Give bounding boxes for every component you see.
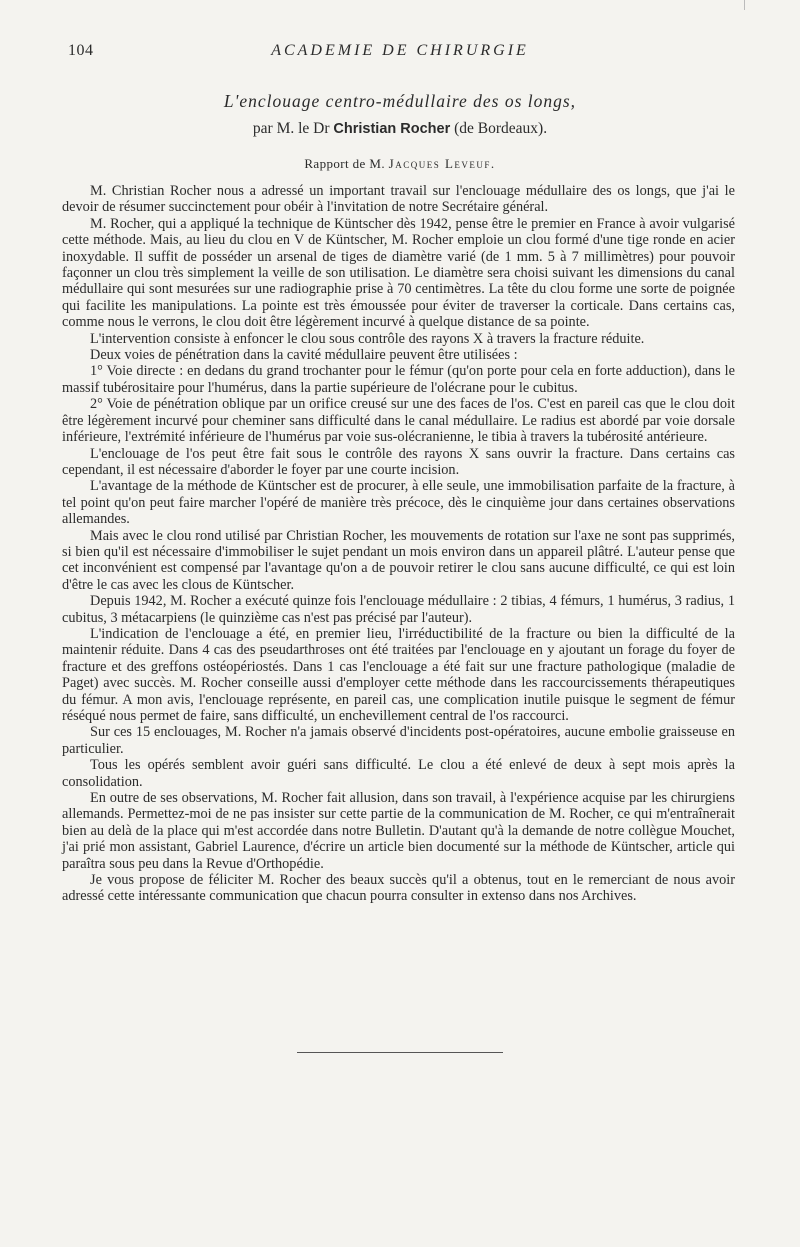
article-body [62,183,735,905]
paragraph: M. Christian Rocher nous a adressé un important travail sur l'enclouage médullaire des os longs, que j'ai le devoir de résumer succinctement pour obéir à l'invitation de notre Secrétaire général. [62,183,735,216]
paragraph: M. Rocher, qui a appliqué la technique de Küntscher dès 1942, pense être le premier en France à avoir vulgarisé cette méthode. Mais, au lieu du clou en V de Küntscher, M. Rocher emploie un clou formé d'une tige ronde en acier inoxydable. Il suffit de posséder un arsenal de tiges de diamètre varié (de 1 mm. 5 à 7 millimètres) pour pouvoir façonner un clou très simplement la veille de son utilisation. Le diamètre sera choisi suivant les dimensions du canal médullaire qui sont mesurées sur une radiographie prise à 70 centimètres. La tête du clou forme une sorte de poignée qui facilite les manipulations. La pointe est très émoussée pour éviter de traverser la corticale. Dans certains cas, comme nous le verrons, le clou doit être légèrement incurvé à quelque distance de sa pointe. [62,215,735,331]
paragraph: En outre de ses observations, M. Rocher fait allusion, dans son travail, à l'expérience acquise par les chirurgiens allemands. Permettez-moi de ne pas insister sur cette partie de la communication de M. Rocher, ce qui m'entraînerait bien au delà de la place qui m'est accordée dans notre Bulletin. D'autant qu'à la demande de notre collègue Mouchet, j'ai prié mon assistant, Gabriel Laurence, d'écrire un article bien documenté sur la méthode de Küntscher, article qui paraîtra sous peu dans la Revue d'Orthopédie. [62,790,735,872]
paragraph: L'enclouage de l'os peut être fait sous le contrôle des rayons X sans ouvrir la fracture. Dans certains cas cependant, il est nécessaire d'aborder le foyer par une courte incision. [62,445,735,478]
article-title: L'enclouage centro-médullaire des os longs, [223,91,577,111]
author-prefix: par M. le Dr [252,120,330,137]
paragraph: Tous les opérés semblent avoir guéri sans difficulté. Le clou a été enlevé de deux à sept mois après la consolidation. [62,757,735,790]
paragraph: 2° Voie de pénétration oblique par un orifice creusé sur une des faces de l'os. C'est en pareil cas que le clou doit être légèrement incurvé pour cheminer sans difficulté dans le canal médullaire. Le radius est abordé par voie dorsale inférieure, l'extrémité inférieure de l'humérus par voie sus-olécranienne, le tibia à travers la tubérosité antérieure. [62,396,735,446]
paragraph: Deux voies de pénétration dans la cavité médullaire peuvent être utilisées : [90,347,518,364]
paragraph: L'avantage de la méthode de Küntscher est de procurer, à elle seule, une immobilisation parfaite de la fracture, à tel point qu'on peut faire marcher l'opéré de manière très précoce, dès le cinquième jour dans certaines observations allemandes. [62,478,735,528]
title-block [60,90,740,172]
page-edge-mark [744,0,745,10]
paragraph: L'intervention consiste à enfoncer le clou sous contrôle des rayons X à travers la fracture réduite. [90,330,645,347]
author-suffix: (de Bordeaux). [454,120,548,137]
paragraph: Sur ces 15 enclouages, M. Rocher n'a jamais observé d'incidents post-opératoires, aucune embolie graisseuse en particulier. [62,724,735,757]
paragraph: Mais avec le clou rond utilisé par Christian Rocher, les mouvements de rotation sur l'axe ne sont pas supprimés, si bien qu'il est nécessaire d'immobiliser le sujet pendant un mois environ dans un appareil plâtré. L'auteur pense que cet inconvénient est compensé par l'avantage qu'on a de pouvoir retirer le clou sans aucune difficulté, ce qui est loin d'être le cas avec les clous de Küntscher. [62,527,735,593]
reporter-name: Jacques Leveuf. [388,156,496,171]
page-number: 104 [68,42,94,59]
paragraph: Je vous propose de féliciter M. Rocher des beaux succès qu'il a obtenus, tout en le remerciant de nous avoir adressé cette intéressante communication que chacun pourra consulter in extenso dans nos Archives. [62,872,735,905]
paragraph: 1° Voie directe : en dedans du grand trochanter pour le fémur (qu'on porte pour cela en forte adduction), dans le massif tubérositaire pour l'humérus, dans la partie supérieure de l'olécrane pour le cubitus. [62,363,735,396]
report-line [60,156,740,172]
page-header [0,42,800,64]
paragraph: L'indication de l'enclouage a été, en premier lieu, l'irréductibilité de la fracture ou bien la difficulté de la maintenir réduite. Dans 4 cas des pseudarthroses ont été traitées par l'enclouage en y ajoutant un forage du foyer de fracture et des greffons ostéopériostés. Dans 1 cas l'enclouage a été fait sur une fracture pathologique (maladie de Paget) avec succès. M. Rocher conseille aussi d'employer cette méthode dans les raccourcissements thérapeutiques du fémur. A mon avis, l'enclouage représente, en pareil cas, une complication inutile puisque le segment de fémur réséqué nous permet de faire, sans difficulté, un enchevillement central de l'os raccourci. [62,625,735,724]
paragraph: Depuis 1942, M. Rocher a exécuté quinze fois l'enclouage médullaire : 2 tibias, 4 fémurs, 1 humérus, 3 radius, 1 cubitus, 3 métacarpiens (le quinzième cas n'est pas précisé par l'auteur). [62,593,735,626]
author-line [60,118,740,140]
report-prefix: Rapport de M. [304,156,385,171]
running-head: ACADEMIE DE CHIRURGIE [271,42,529,59]
author-name: Christian Rocher [333,121,451,137]
end-rule [297,1052,503,1053]
